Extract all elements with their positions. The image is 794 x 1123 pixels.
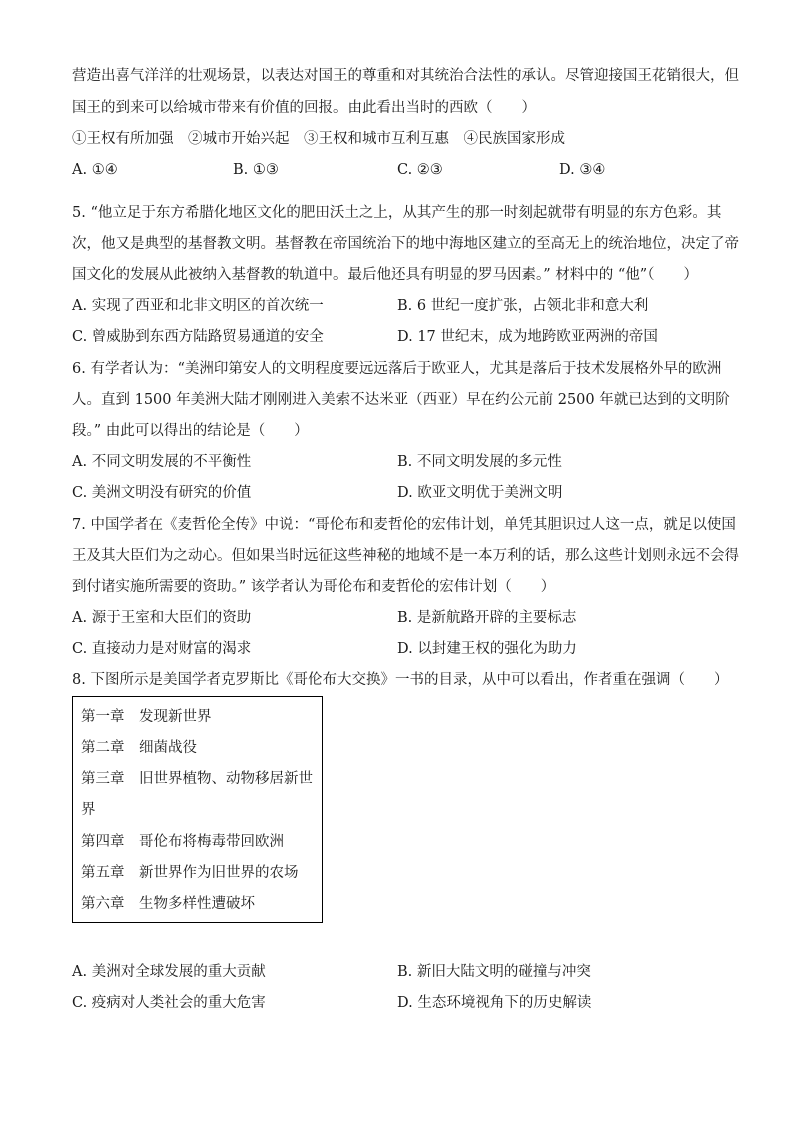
book-contents-table <box>72 696 323 923</box>
q8-stem: 8. 下图所示是美国学者克罗斯比《哥伦布大交换》一书的目录，从中可以看出，作者重在强调（ ） <box>72 672 729 688</box>
q6-option-c[interactable]: C. 美洲文明没有研究的价值 <box>72 485 252 501</box>
q7-stem-line-2: 王及其大臣们为之动心。但如果当时远征这些神秘的地域不是一本万利的话，那么这些计划则永远不会得 <box>72 548 739 564</box>
q4-option-a[interactable]: A. ①④ <box>72 162 118 178</box>
q8-option-a[interactable]: A. 美洲对全球发展的重大贡献 <box>72 964 266 980</box>
q6-option-d[interactable]: D. 欧亚文明优于美洲文明 <box>397 485 563 501</box>
toc-chapter-4: 第四章 哥伦布将梅毒带回欧洲 <box>81 834 284 850</box>
toc-chapter-6: 第六章 生物多样性遭破坏 <box>81 896 255 912</box>
q6-stem-line-3: 段。” 由此可以得出的结论是（ ） <box>72 423 309 439</box>
q7-option-c[interactable]: C. 直接动力是对财富的渴求 <box>72 641 252 657</box>
q5-stem-line-3: 国文化的发展从此被纳入基督教的轨道中。最后他还具有明显的罗马因素。” 材料中的 “他”（ ） <box>72 267 698 283</box>
q6-stem-line-1: 6. 有学者认为：“美洲印第安人的文明程度要远远落后于欧亚人，尤其是落后于技术发展格外早的欧洲 <box>72 361 722 377</box>
q7-option-a[interactable]: A. 源于王室和大臣们的资助 <box>72 610 252 626</box>
toc-chapter-2: 第二章 细菌战役 <box>81 740 197 756</box>
q5-stem-line-2: 次，他又是典型的基督教文明。基督教在帝国统治下的地中海地区建立的至高无上的统治地位，决定了帝 <box>72 236 739 252</box>
q7-option-b[interactable]: B. 是新航路开辟的主要标志 <box>397 610 577 626</box>
q6-stem-line-2: 人。直到 1500 年美洲大陆才刚刚进入美索不达米亚（西亚）早在约公元前 2500 年就已达到的文明阶 <box>72 392 730 408</box>
q4-option-b[interactable]: B. ①③ <box>233 162 279 178</box>
q5-option-b[interactable]: B. 6 世纪一度扩张，占领北非和意大利 <box>397 298 649 314</box>
q4-option-c[interactable]: C. ②③ <box>397 162 443 178</box>
q5-option-c[interactable]: C. 曾威胁到东西方陆路贸易通道的安全 <box>72 329 324 345</box>
q7-option-d[interactable]: D. 以封建王权的强化为助力 <box>397 641 577 657</box>
q4-stem-line-1: 营造出喜气洋洋的壮观场景，以表达对国王的尊重和对其统治合法性的承认。尽管迎接国王花销很大，但 <box>72 68 739 84</box>
toc-chapter-3-continued: 界 <box>81 802 96 818</box>
q4-statements: ①王权有所加强 ②城市开始兴起 ③王权和城市互利互惠 ④民族国家形成 <box>72 131 565 147</box>
q8-option-d[interactable]: D. 生态环境视角下的历史解读 <box>397 995 592 1011</box>
q5-stem-line-1: 5. “他立足于东方希腊化地区文化的肥田沃土之上，从其产生的那一时刻起就带有明显的东方色彩。其 <box>72 205 722 221</box>
toc-chapter-3: 第三章 旧世界植物、动物移居新世 <box>81 771 313 787</box>
q5-option-d[interactable]: D. 17 世纪末，成为地跨欧亚两洲的帝国 <box>397 329 658 345</box>
q6-option-b[interactable]: B. 不同文明发展的多元性 <box>397 454 562 470</box>
q8-option-b[interactable]: B. 新旧大陆文明的碰撞与冲突 <box>397 964 591 980</box>
q7-stem-line-1: 7. 中国学者在《麦哲伦全传》中说：“哥伦布和麦哲伦的宏伟计划，单凭其胆识过人这一点，就足以使国 <box>72 517 736 533</box>
toc-chapter-1: 第一章 发现新世界 <box>81 709 212 725</box>
q4-stem-line-2: 国王的到来可以给城市带来有价值的回报。由此看出当时的西欧（ ） <box>72 100 536 116</box>
q7-stem-line-3: 到付诸实施所需要的资助。” 该学者认为哥伦布和麦哲伦的宏伟计划（ ） <box>72 579 556 595</box>
q6-option-a[interactable]: A. 不同文明发展的不平衡性 <box>72 454 252 470</box>
toc-chapter-5: 第五章 新世界作为旧世界的农场 <box>81 865 299 881</box>
q5-option-a[interactable]: A. 实现了西亚和北非文明区的首次统一 <box>72 298 324 314</box>
q8-option-c[interactable]: C. 疫病对人类社会的重大危害 <box>72 995 266 1011</box>
q4-option-d[interactable]: D. ③④ <box>559 162 606 178</box>
